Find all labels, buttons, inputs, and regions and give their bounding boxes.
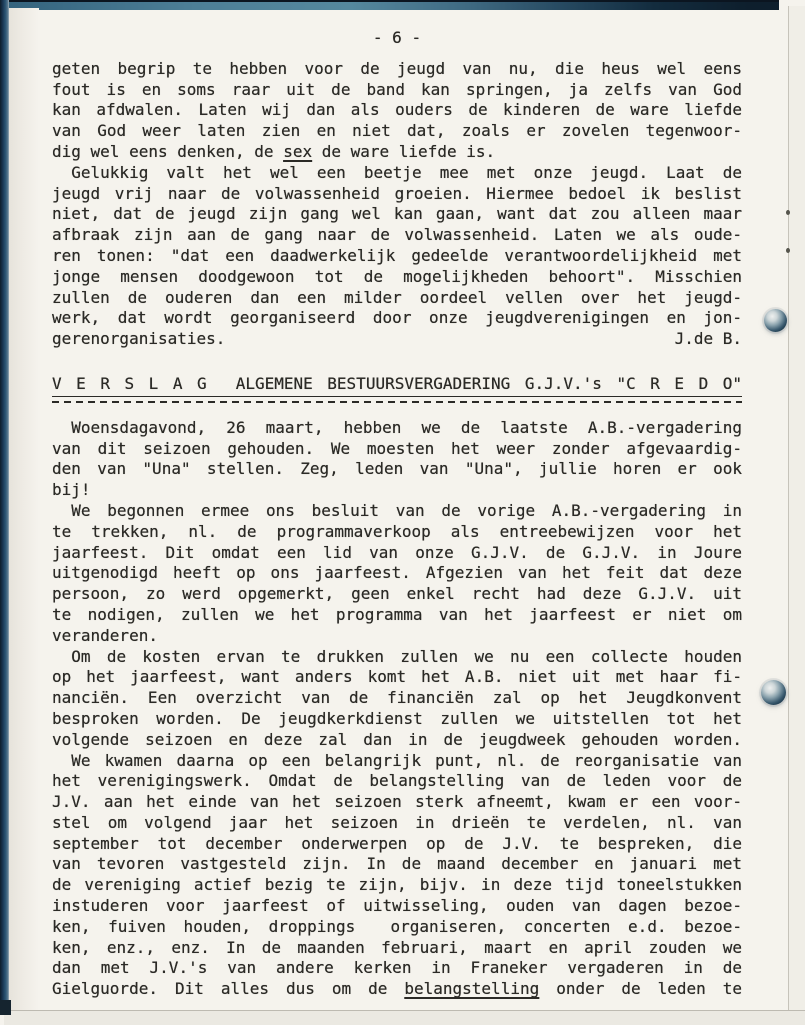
text-line: ken, fuiven houden, droppings organiseren, concerten e.d. bezoe- <box>52 916 742 936</box>
text-line: gerenorganisaties. J.de B. <box>52 329 742 349</box>
text-line: niet, dat de jeugd zijn gang wel kan gaan, want dat zou alleen maar <box>52 204 742 224</box>
ink-speck <box>786 210 790 215</box>
paragraph <box>52 501 742 647</box>
text-line: volgende seizoen en deze zal dan in de jeugdweek gehouden worden. <box>52 729 742 749</box>
text-line: instuderen voor jaarfeest of uitwisseling, ouden van dagen bezoe- <box>52 896 742 916</box>
text-line: dan met J.V.'s van andere kerken in Franeker vergaderen in de <box>52 958 742 978</box>
text-line: fout is en soms raar uit de band kan springen, ja zelfs van God <box>52 79 742 99</box>
paper-left-edge <box>9 8 39 1010</box>
text-line: het verenigingswerk. Omdat de belangstelling van de leden voor de <box>52 771 742 791</box>
text-line: van tevoren vastgesteld zijn. In de maand december en januari met <box>52 854 742 874</box>
binder-corner-mark <box>0 1000 11 1015</box>
text-line: kan afdwalen. Laten wij dan als ouders de kinderen de ware liefde <box>52 100 742 120</box>
heading-dashed-underline <box>52 401 742 403</box>
text-line: september tot december onderwerpen op de J.V. te bespreken, die <box>52 833 742 853</box>
paragraph <box>52 418 742 501</box>
text-line: werk, dat wordt georganiseerd door onze jeugdverenigingen en jon- <box>52 308 742 328</box>
text-line: besproken worden. De jeugdkerkdienst zullen we uitstellen tot het <box>52 708 742 728</box>
text-line: J.V. aan het einde van het seizoen sterk afneemt, kwam er een voor- <box>52 792 742 812</box>
text-line: dig wel eens denken, de sex de ware liefde is. <box>52 141 496 161</box>
document-body-bottom <box>52 418 742 1000</box>
text-line: den van "Una" stellen. Zeg, leden van "Una", jullie horen er ook <box>52 459 742 479</box>
binder-hole-bottom <box>761 680 786 705</box>
text-line: afbraak zijn aan de gang naar de volwassenheid. Laten we als oude- <box>52 225 742 245</box>
text-line: uitgenodigd heeft op ons jaarfeest. Afgezien van het feit dat deze <box>52 563 742 583</box>
section-heading: V E R S L A G ALGEMENE BESTUURSVERGADERING G.J.V.'s "C R E D O" <box>52 374 742 397</box>
text-line: van dit seizoen gehouden. We moesten het weer zonder afgevaardig- <box>52 438 742 458</box>
text-line: te nodigen, zullen we het programma van het jaarfeest er niet om <box>52 604 742 624</box>
text-line: nanciën. Een overzicht van de financiën zal op het Jeugdkonvent <box>52 688 742 708</box>
text-line: stel om volgend jaar het seizoen in drieën te verdelen, nl. van <box>52 812 742 832</box>
page-content <box>52 28 742 1000</box>
text-line: Om de kosten ervan te drukken zullen we nu een collecte houden <box>71 646 742 666</box>
text-line: jeugd vrij naar de volwassenheid groeien. Hiermee bedoel ik beslist <box>52 183 742 203</box>
text-line: jaarfeest. Dit omdat een lid van onze G.J.V. de G.J.V. in Joure <box>52 542 742 562</box>
binder-top-edge <box>0 0 779 10</box>
paragraph <box>52 647 742 751</box>
text-line: Gelukkig valt het wel een beetje mee met onze jeugd. Laat de <box>71 162 742 182</box>
text-line: de vereniging actief bezig te zijn, bijv. in deze tijd toneelstukken <box>52 875 742 895</box>
text-line: jonge mensen doodgewoon tot de mogelijkheden behoort". Misschien <box>52 266 742 286</box>
text-line: We kwamen daarna op een belangrijk punt, nl. de reorganisatie van <box>71 750 742 770</box>
paragraph <box>52 751 742 1001</box>
binder-hole-top <box>764 309 787 332</box>
text-line: persoon, zo werd opgemerkt, geen enkel recht had deze G.J.V. uit <box>52 584 742 604</box>
text-line: ren tonen: "dat een daadwerkelijk gedeelde verantwoordelijkheid met <box>52 245 742 265</box>
text-line: Woensdagavond, 26 maart, hebben we de laatste A.B.-vergadering <box>71 417 742 437</box>
paper-right-edge <box>788 6 805 1012</box>
paper-bottom-edge <box>4 1010 805 1025</box>
paragraph <box>52 59 742 163</box>
page-number: - 6 - <box>372 28 422 47</box>
binder-left-edge <box>0 0 9 1008</box>
paragraph <box>52 163 742 350</box>
ink-speck <box>786 248 790 253</box>
text-line: geten begrip te hebben voor de jeugd van nu, die heus wel eens <box>52 58 742 78</box>
text-line: veranderen. <box>52 625 158 645</box>
text-line: ken, enz., enz. In de maanden februari, maart en april zouden we <box>52 937 742 957</box>
signature: J.de B. <box>674 329 742 349</box>
document-body-top <box>52 59 742 350</box>
text-line: van God weer laten zien en niet dat, zoals er zovelen tegenwoor- <box>52 121 742 141</box>
text-line: bij! <box>52 480 91 500</box>
text-line: We begonnen ermee ons besluit van de vorige A.B.-vergadering in <box>71 500 742 520</box>
text-line: Gielguorde. Dit alles dus om de belangstelling onder de leden te <box>52 979 743 999</box>
text-line: te trekken, nl. de programmaverkoop als entreebewijzen voor het <box>52 521 742 541</box>
text-line: zullen de ouderen dan een milder oordeel vellen over het jeugd- <box>52 287 742 307</box>
text-line: op het jaarfeest, want anders komt het A.B. niet uit met haar fi- <box>52 667 742 687</box>
